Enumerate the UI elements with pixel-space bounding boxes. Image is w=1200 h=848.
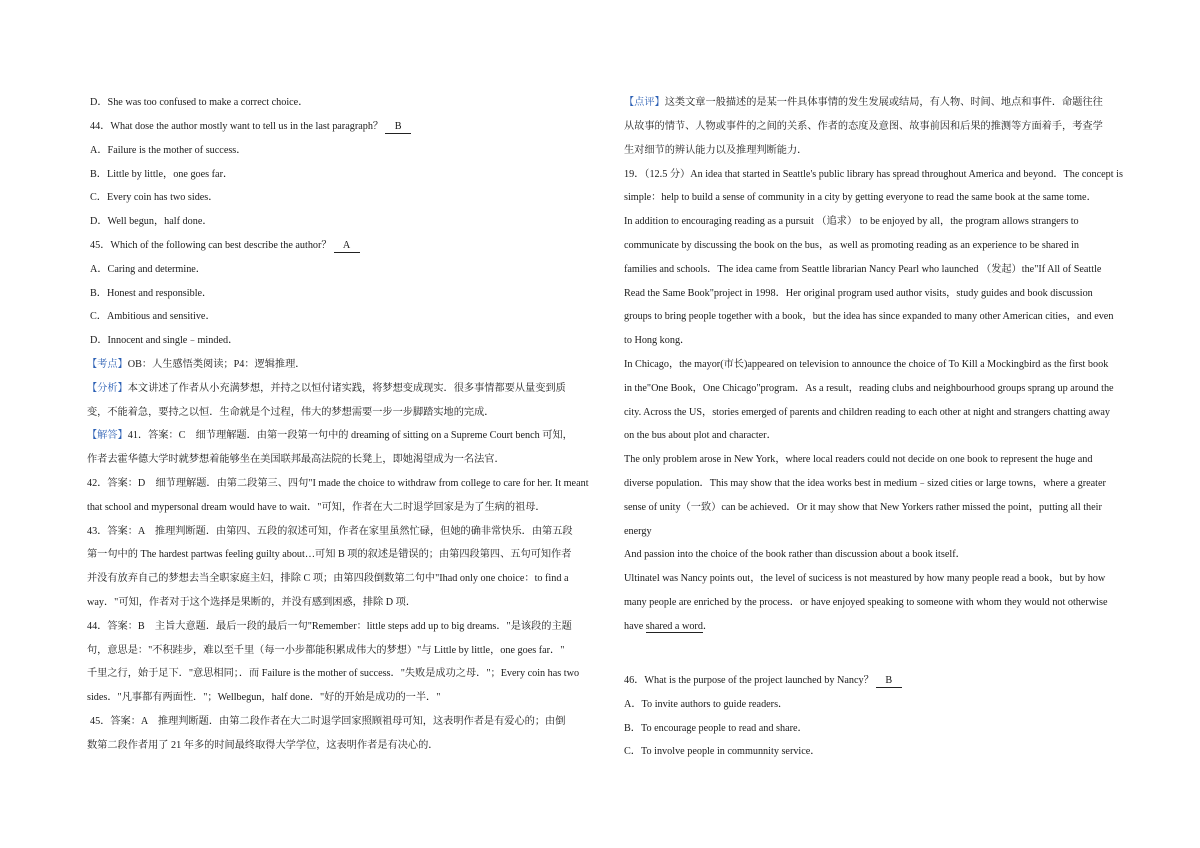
- option-45c: C．Ambitious and sensitive．: [90, 311, 216, 322]
- passage-19-line-13: The only problem arose in New York，where local readers could not decide on one book to represent the huge and: [624, 454, 1093, 465]
- jieda-text-1: 41．答案：C 细节理解题．由第一段第一句中的 dreaming of sitting on a Supreme Court bench 可知，: [127, 430, 573, 441]
- option-46b: B．To encourage people to read and share．: [624, 723, 808, 734]
- passage-19-line-6: Read the Same Book"project in 1998．Her original program used author visits，study guides and book discussion: [624, 288, 1093, 299]
- option-46c: C．To involve people in communnity service．: [624, 746, 821, 757]
- passage-19-line-15: sense of unity（一致）can be achieved．Or it may show that New Yorkers rather missed the point，putting all their: [624, 502, 1102, 513]
- option-45a: A．Caring and determine．: [90, 264, 206, 275]
- option-44d: D．Well begun，half done．: [90, 216, 213, 227]
- fenxi-line-1: [87, 382, 566, 396]
- fenxi-text-1: 本文讲述了作者从小充满梦想，并持之以恒付诸实践，将梦想变成现实．很多事情都要从量变到质: [127, 383, 566, 394]
- option-45d: D．Innocent and single﹣minded．: [90, 335, 239, 346]
- passage-19-line-1: 19．（12.5 分）An idea that started in Seattle's public library has spread throughout America and beyond．The concept is: [624, 169, 1123, 180]
- jieda-line-2: 作者去霍华德大学时就梦想着能够坐在美国联邦最高法院的长凳上，即她渴望成为一名法官．: [87, 454, 505, 465]
- passage-19-line-2: simple：help to build a sense of community in a city by getting everyone to read the same book at the same tome．: [624, 192, 1097, 203]
- question-44-text: 44．What dose the author mostly want to tell us in the last paragraph？: [90, 121, 384, 132]
- passage-19-line-7: groups to bring people together with a book，but the idea has since expanded to many other American cities，and even: [624, 311, 1114, 322]
- option-43d: D．She was too confused to make a correct choice．: [90, 97, 309, 108]
- underlined-phrase: shared a word: [645, 621, 703, 632]
- dianping-line-1: [624, 96, 1103, 110]
- passage-19-line-20: [624, 620, 713, 634]
- dianping-line-3: 生对细节的辨认能力以及推理判断能力．: [624, 145, 808, 156]
- question-45-text: 45．Which of the following can best describe the author？: [90, 240, 332, 251]
- question-45: [90, 239, 360, 253]
- kaodian-text: OB：人生感悟类阅读；P4：逻辑推理．: [127, 359, 306, 370]
- option-44a: A．Failure is the mother of success．: [90, 145, 247, 156]
- passage-19-line-5: families and schools．The idea came from Seattle librarian Nancy Pearl who launched （发起）the"If All of Seattle: [624, 264, 1102, 275]
- answer-45-line-2: 数第二段作者用了 21 年多的时间最终取得大学学位，这表明作者是有决心的．: [87, 740, 439, 751]
- passage-19-line-19: many people are enriched by the process．or have enjoyed speaking to someone with whom they would not otherwise: [624, 597, 1108, 608]
- option-44c: C．Every coin has two sides．: [90, 192, 219, 203]
- dianping-line-2: 从故事的情节、人物或事件的之间的关系、作者的态度及意图、故事前因和后果的推测等方面着手，考查学: [624, 121, 1103, 132]
- passage-19-line-9: In Chicago，the mayor(市长)appeared on television to announce the choice of To Kill a Mockingbird as the first book: [624, 359, 1109, 370]
- dianping-tag: 【点评】: [624, 97, 665, 108]
- answer-45-line-1: 45．答案：A 推理判断题．由第二段作者在大二时退学回家照顾祖母可知，这表明作者是有爱心的；由倒: [90, 716, 566, 727]
- kaodian-tag: 【考点】: [87, 359, 128, 370]
- answer-44-line-4: sides．"凡事都有两面性．"；Wellbegun，half done．"好的开始是成功的一半．": [87, 692, 441, 703]
- answer-44-line-2: 句，意思是："不积跬步，难以至千里（每一小步都能积累成伟大的梦想）"与 Little by little，one goes far．": [87, 645, 565, 656]
- fenxi-line-2: 变，不能着急，要持之以恒．生命就是个过程，伟大的梦想需要一步一步脚踏实地的完成．: [87, 407, 495, 418]
- option-46a: A．To invite authors to guide readers．: [624, 699, 789, 710]
- passage-19-line-8: to Hong kong．: [624, 335, 691, 346]
- passage-19-line-20-start: have: [624, 621, 646, 632]
- answer-43-line-3: 并没有放弃自己的梦想去当全职家庭主妇，排除 C 项；由第四段倒数第二句中"Ihad only one choice：to find a: [87, 573, 569, 584]
- kaodian-line: [87, 358, 305, 372]
- passage-19-line-4: communicate by discussing the book on the bus，as well as promoting reading as an experience to be shared in: [624, 240, 1079, 251]
- question-44: [90, 120, 411, 134]
- passage-19-line-14: diverse population．This may show that the idea works best in medium﹣sized cities or large towns，where a greater: [624, 478, 1106, 489]
- answer-44-line-3: 千里之行，始于足下．"意思相同；．而 Failure is the mother of success．"失败是成功之母．"；Every coin has two: [87, 668, 580, 679]
- passage-19-line-12: on the bus about plot and character．: [624, 430, 777, 441]
- answer-42-line-1: 42．答案：D 细节理解题．由第二段第三、四句"I made the choice to withdraw from college to care for her. It meant: [87, 478, 589, 489]
- answer-43-line-4: way．"可知，作者对于这个选择是果断的，并没有感到困惑，排除 D 项．: [87, 597, 417, 608]
- fenxi-tag: 【分析】: [87, 383, 128, 394]
- passage-19-line-18: Ultinatel was Nancy points out，the level of sucicess is not meastured by how many people read a book，but by how: [624, 573, 1106, 584]
- passage-19-line-3: In addition to encouraging reading as a pursuit （追求） to be enjoyed by all，the program allows strangers to: [624, 216, 1079, 227]
- jieda-line-1: [87, 429, 573, 443]
- passage-19-line-17: And passion into the choice of the book rather than discussion about a book itself．: [624, 549, 966, 560]
- passage-19-line-10: in the"One Book，One Chicago"program．As a result，reading clubs and neighbourhood groups sprang up around the: [624, 383, 1114, 394]
- option-44b: B．Little by little，one goes far．: [90, 169, 234, 180]
- answer-43-line-2: 第一句中的 The hardest partwas feeling guilty about…可知 B 项的叙述是错误的；由第四段第四、五句可知作者: [87, 549, 572, 560]
- dianping-text-1: 这类文章一般描述的是某一件具体事情的发生发展或结局，有人物、时间、地点和事件．命题往往: [664, 97, 1103, 108]
- question-44-answer: B: [385, 121, 411, 134]
- jieda-tag: 【解答】: [87, 430, 128, 441]
- passage-19-line-20-end: ．: [702, 621, 714, 632]
- question-46: [624, 674, 902, 688]
- question-45-answer: A: [334, 240, 360, 253]
- option-45b: B．Honest and responsible．: [90, 288, 213, 299]
- answer-44-line-1: 44．答案：B 主旨大意题．最后一段的最后一句"Remember：little steps add up to big dreams．"是该段的主题: [87, 621, 572, 632]
- question-46-text: 46．What is the purpose of the project launched by Nancy？: [624, 675, 874, 686]
- answer-42-line-2: that school and mypersonal dream would have to wait．"可知，作者在大二时退学回家是为了生病的祖母．: [87, 502, 546, 513]
- passage-19-line-11: city. Across the US，stories emerged of parents and children reading to each other at night and strangers chatting away: [624, 407, 1111, 418]
- answer-43-line-1: 43．答案：A 推理判断题．由第四、五段的叙述可知，作者在家里虽然忙碌，但她的确非常快乐．由第五段: [87, 526, 573, 537]
- passage-19-line-16: energy: [624, 526, 652, 537]
- question-46-answer: B: [876, 675, 902, 688]
